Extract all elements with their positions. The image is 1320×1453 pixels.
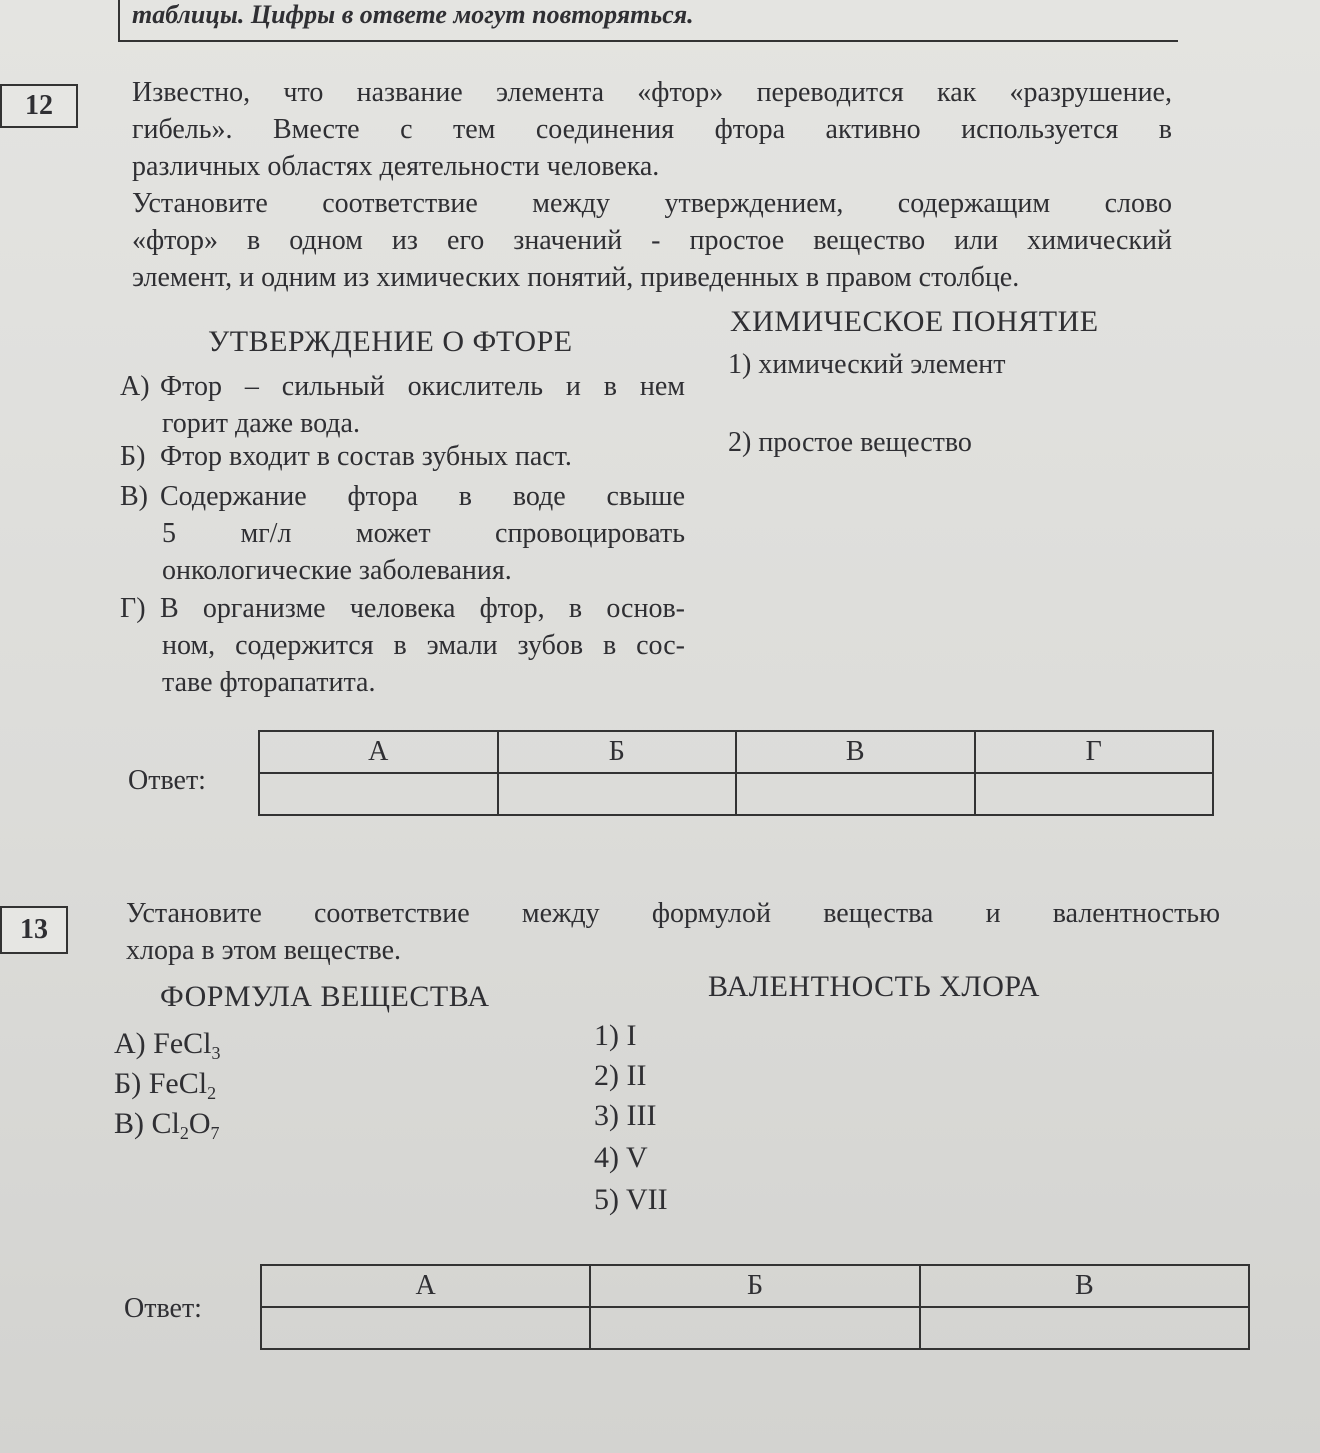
- concept-2: 2) простое вещество: [728, 427, 972, 458]
- statement-text: 5 мг/л может спровоцировать: [162, 518, 685, 549]
- statement-text: Содержание фтора в воде свыше: [160, 481, 685, 512]
- statement-label: В): [120, 481, 148, 512]
- answer-cell-b[interactable]: [498, 773, 737, 815]
- answer-input-row: [261, 1307, 1249, 1349]
- statement-a: [120, 368, 685, 442]
- answer-table-12: [258, 730, 1214, 816]
- valence-2: 2) II: [594, 1059, 647, 1092]
- statement-text: горит даже вода.: [162, 408, 360, 439]
- statement-text: Фтор входит в состав зубных паст.: [160, 441, 572, 472]
- answer-cell-g[interactable]: [975, 773, 1214, 815]
- task12-intro-line: Известно, что название элемента «фтор» переводится как «разрушение,: [132, 77, 1172, 108]
- answer-header-row: [259, 731, 1213, 773]
- formula-subscript: 2: [207, 1083, 217, 1103]
- valence-1: 1) I: [594, 1019, 637, 1052]
- statement-text: ном, содержится в эмали зубов в сос-: [162, 630, 685, 661]
- answer-column-header: А: [259, 731, 498, 773]
- statement-g: [120, 590, 685, 701]
- valence-4: 4) V: [594, 1141, 648, 1174]
- task12-right-header: ХИМИЧЕСКОЕ ПОНЯТИЕ: [730, 305, 1099, 338]
- task12-instruction-line: «фтор» в одном из его значений - простое вещество или химический: [132, 225, 1172, 256]
- answer-cell-a[interactable]: [259, 773, 498, 815]
- formula-label: В): [114, 1107, 144, 1140]
- task13-intro: [126, 895, 1220, 969]
- answer-column-header: Б: [498, 731, 737, 773]
- formula-base: Cl: [151, 1107, 180, 1140]
- task12-intro-line: гибель». Вместе с тем соединения фтора активно используется в: [132, 114, 1172, 145]
- task12-instruction-line: Установите соответствие между утверждением, содержащим слово: [132, 188, 1172, 219]
- task-number-12: 12: [0, 84, 78, 128]
- answer-cell-v[interactable]: [920, 1307, 1249, 1349]
- task12-intro-line: различных областях деятельности человека.: [132, 151, 660, 182]
- statement-text: онкологические заболевания.: [162, 555, 512, 586]
- instruction-text: таблицы. Цифры в ответе могут повторяться.: [132, 0, 694, 29]
- valence-5: 5) VII: [594, 1183, 668, 1216]
- statement-text: В организме человека фтор, в основ-: [160, 593, 685, 624]
- task-number-13: 13: [0, 906, 68, 954]
- answer-column-header: В: [736, 731, 975, 773]
- statement-v: [120, 478, 685, 589]
- answer-header-row: [261, 1265, 1249, 1307]
- formula-tail: O: [188, 1107, 211, 1140]
- answer-table-13: [260, 1264, 1250, 1350]
- statement-b: [120, 438, 685, 475]
- answer-label-12: Ответ:: [128, 765, 206, 796]
- answer-column-header: Г: [975, 731, 1214, 773]
- formula-subscript: 7: [210, 1123, 220, 1143]
- formula-label: А): [114, 1027, 146, 1060]
- answer-column-header: Б: [590, 1265, 919, 1307]
- statement-label: Г): [120, 593, 146, 624]
- statement-label: А): [120, 371, 150, 402]
- formula-subscript: 3: [211, 1043, 221, 1063]
- task13-left-header: ФОРМУЛА ВЕЩЕСТВА: [160, 980, 490, 1013]
- task12-instruction-line: элемент, и одним из химических понятий, приведенных в правом столбце.: [132, 262, 1020, 293]
- formula-base: FeCl: [153, 1027, 212, 1060]
- answer-cell-a[interactable]: [261, 1307, 590, 1349]
- answer-input-row: [259, 773, 1213, 815]
- answer-cell-b[interactable]: [590, 1307, 919, 1349]
- task13-right-header: ВАЛЕНТНОСТЬ ХЛОРА: [708, 970, 1040, 1003]
- concept-1: 1) химический элемент: [728, 349, 1006, 380]
- task12-intro: [132, 74, 1172, 296]
- answer-column-header: А: [261, 1265, 590, 1307]
- formula-label: Б): [114, 1067, 142, 1100]
- task12-left-header: УТВЕРЖДЕНИЕ О ФТОРЕ: [208, 325, 573, 358]
- answer-label-13: Ответ:: [124, 1293, 202, 1324]
- statement-text: Фтор – сильный окислитель и в нем: [160, 371, 685, 402]
- valence-3: 3) III: [594, 1099, 657, 1132]
- task13-intro-line: Установите соответствие между формулой вещества и валентностью: [126, 898, 1220, 929]
- formula-base: FeCl: [148, 1067, 208, 1100]
- formula-subscript: 2: [179, 1123, 189, 1143]
- answer-cell-v[interactable]: [736, 773, 975, 815]
- task13-intro-line: хлора в этом веществе.: [126, 935, 402, 966]
- statement-label: Б): [120, 441, 146, 472]
- statement-text: таве фторапатита.: [162, 667, 376, 698]
- answer-column-header: В: [920, 1265, 1249, 1307]
- formula-v: [114, 1104, 220, 1153]
